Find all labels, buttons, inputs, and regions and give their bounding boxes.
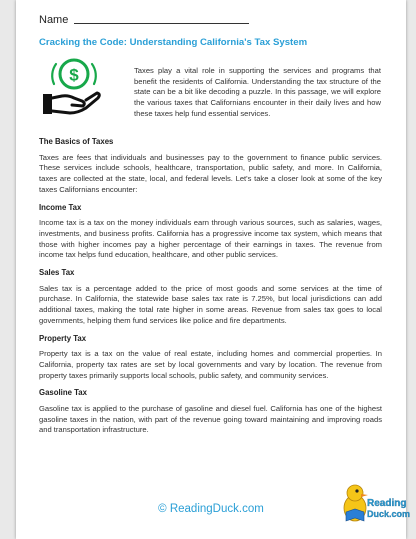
- passage-body: [39, 137, 382, 443]
- section-heading-income-tax: Income Tax: [39, 202, 82, 212]
- name-label: Name: [39, 14, 69, 26]
- logo-text-top: Reading: [367, 498, 407, 509]
- page-title: Cracking the Code: Understanding California's Tax System: [39, 37, 308, 48]
- name-blank-line[interactable]: [74, 23, 249, 24]
- section-text-basics: Taxes are fees that individuals and businesses pay to the government to finance public services. These services include schools, healthcare, transportation, public safety, and more. In California, taxes are collected at the state, local, and federal levels. Let's take a closer look at some of the key taxes Californians encounter:: [39, 152, 382, 194]
- section-text-gasoline-tax: Gasoline tax is applied to the purchase of gasoline and diesel fuel. California has one of the highest gasoline taxes in the nation, with part of the revenue going toward maintaining and improving roads and transportation infrastructure.: [39, 404, 382, 435]
- section-heading-gasoline-tax: Gasoline Tax: [39, 388, 87, 398]
- section-text-property-tax: Property tax is a tax on the value of real estate, including homes and commercial properties. In California, property tax rates are set by local governments and vary by location. The revenue from property taxes primarily supports local schools, public safety, and community services.: [39, 349, 382, 380]
- reading-duck-logo: [341, 478, 411, 528]
- logo-text-bottom: Duck.com: [367, 509, 411, 519]
- intro-paragraph: Taxes play a vital role in supporting the services and programs that benefit the residents of California. Understanding the tax structure of the state can be a bit like decoding a puzzle. In this passage, we will explore the various taxes that Californians encounter in their daily lives and how these taxes help fund essential services.: [134, 66, 381, 118]
- section-heading-basics: The Basics of Taxes: [39, 137, 114, 146]
- footer-link[interactable]: © ReadingDuck.com: [158, 503, 264, 515]
- svg-text:$: $: [69, 65, 79, 85]
- section-heading-sales-tax: Sales Tax: [39, 268, 75, 278]
- name-field: [39, 14, 249, 26]
- section-heading-property-tax: Property Tax: [39, 333, 87, 343]
- hand-holding-dollar-coin-icon: [40, 54, 104, 118]
- section-text-income-tax: Income tax is a tax on the money individuals earn through various sources, such as salaries, wages, investments, and business profits. California has a progressive income tax system, which means that those with higher incomes pay a higher percentage of their earnings in taxes. The revenue from income tax helps fund education, healthcare, and other public services.: [39, 218, 382, 260]
- worksheet-page: [16, 0, 411, 539]
- section-text-sales-tax: Sales tax is a percentage added to the price of most goods and some services at the time of purchase. In California, the statewide base sales tax rate is 7.25%, but local jurisdictions can add additional taxes, making the total rate higher in some areas. Revenue from sales tax goes to local governments, helping them fund services like police and fire departments.: [39, 283, 382, 325]
